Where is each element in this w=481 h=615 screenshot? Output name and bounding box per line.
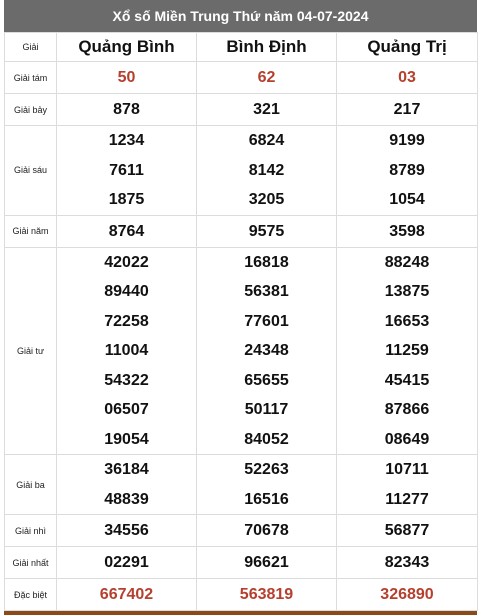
winning-number: 8142 bbox=[248, 161, 285, 179]
prize-cell bbox=[57, 547, 197, 579]
prize-row bbox=[5, 126, 478, 216]
prize-cell bbox=[57, 579, 197, 611]
province-header: Bình Định bbox=[197, 33, 337, 62]
prize-cell bbox=[337, 455, 478, 515]
prize-cell bbox=[337, 62, 478, 94]
winning-number: 82343 bbox=[384, 554, 430, 571]
winning-number: 7611 bbox=[109, 161, 144, 179]
prize-cell bbox=[57, 126, 197, 216]
prize-row bbox=[5, 579, 478, 611]
prize-row bbox=[5, 515, 478, 547]
prize-rows bbox=[5, 62, 478, 611]
prize-name: Giải năm bbox=[5, 215, 57, 247]
winning-number: 19054 bbox=[104, 430, 149, 448]
prize-cell bbox=[337, 126, 478, 216]
prize-cell bbox=[337, 547, 478, 579]
prize-cell bbox=[57, 215, 197, 247]
winning-number: 34556 bbox=[104, 522, 149, 539]
prize-cell bbox=[337, 579, 478, 611]
winning-number: 667402 bbox=[99, 586, 154, 603]
winning-number: 11259 bbox=[385, 342, 429, 359]
prize-row bbox=[5, 215, 478, 247]
winning-number: 03 bbox=[398, 69, 416, 86]
winning-number: 16653 bbox=[384, 312, 430, 330]
prize-name: Giải nhất bbox=[5, 547, 57, 579]
winning-number: 217 bbox=[393, 101, 421, 118]
province-header: Quảng Trị bbox=[337, 33, 478, 62]
prize-row bbox=[5, 94, 478, 126]
winning-number: 6824 bbox=[248, 132, 285, 149]
footer-bar bbox=[4, 611, 477, 615]
winning-number: 06507 bbox=[104, 401, 149, 418]
prize-row bbox=[5, 547, 478, 579]
prize-row bbox=[5, 62, 478, 94]
winning-number: 56381 bbox=[244, 283, 289, 300]
winning-number: 1054 bbox=[389, 191, 425, 208]
prize-row bbox=[5, 455, 478, 515]
winning-number: 9575 bbox=[248, 222, 285, 240]
prize-cell bbox=[197, 515, 337, 547]
winning-number: 16818 bbox=[244, 253, 289, 271]
winning-number: 10711 bbox=[385, 461, 429, 478]
prize-name: Giải tám bbox=[5, 62, 57, 94]
province-header: Quảng Bình bbox=[57, 33, 197, 62]
winning-number: 62 bbox=[257, 69, 276, 86]
prize-cell bbox=[197, 579, 337, 611]
prize-cell bbox=[57, 94, 197, 126]
winning-number: 89440 bbox=[104, 283, 149, 300]
winning-number: 42022 bbox=[104, 253, 149, 271]
winning-number: 8789 bbox=[389, 161, 425, 179]
prize-name: Giải ba bbox=[5, 455, 57, 515]
header-row bbox=[5, 33, 478, 62]
prize-cell bbox=[197, 247, 337, 455]
winning-number: 1875 bbox=[108, 191, 145, 208]
results-table bbox=[4, 32, 478, 611]
lottery-results bbox=[4, 0, 477, 615]
winning-number: 24348 bbox=[244, 342, 289, 359]
winning-number: 02291 bbox=[104, 554, 149, 571]
page-title: Xổ số Miền Trung Thứ năm 04-07-2024 bbox=[4, 0, 477, 32]
prize-cell bbox=[337, 215, 478, 247]
winning-number: 13875 bbox=[384, 283, 430, 300]
winning-number: 54322 bbox=[104, 371, 149, 389]
winning-number: 08649 bbox=[384, 430, 430, 448]
winning-number: 77601 bbox=[244, 312, 289, 330]
winning-number: 65655 bbox=[244, 371, 289, 389]
winning-number: 1234 bbox=[108, 132, 145, 149]
winning-number: 11004 bbox=[104, 342, 149, 359]
winning-number: 88248 bbox=[384, 253, 430, 271]
winning-number: 52263 bbox=[244, 461, 289, 478]
winning-number: 96621 bbox=[244, 554, 289, 571]
winning-number: 45415 bbox=[384, 371, 430, 389]
prize-cell bbox=[57, 455, 197, 515]
winning-number: 87866 bbox=[384, 401, 430, 418]
prize-cell bbox=[197, 547, 337, 579]
prize-column-header: Giải bbox=[5, 33, 57, 62]
winning-number: 84052 bbox=[244, 430, 289, 448]
winning-number: 56877 bbox=[384, 522, 430, 539]
winning-number: 50117 bbox=[244, 401, 289, 418]
prize-row bbox=[5, 247, 478, 455]
prize-name: Giải bảy bbox=[5, 94, 57, 126]
winning-number: 16516 bbox=[244, 490, 289, 508]
winning-number: 321 bbox=[253, 101, 280, 118]
winning-number: 878 bbox=[113, 101, 140, 118]
prize-cell bbox=[197, 126, 337, 216]
winning-number: 50 bbox=[117, 69, 136, 86]
winning-number: 36184 bbox=[104, 461, 149, 478]
winning-number: 9199 bbox=[389, 132, 425, 149]
prize-cell bbox=[57, 515, 197, 547]
winning-number: 563819 bbox=[239, 586, 294, 603]
winning-number: 326890 bbox=[380, 586, 434, 603]
prize-cell bbox=[337, 94, 478, 126]
prize-name: Giải tư bbox=[5, 247, 57, 455]
prize-cell bbox=[197, 94, 337, 126]
winning-number: 3205 bbox=[248, 191, 285, 208]
prize-cell bbox=[337, 247, 478, 455]
winning-number: 8764 bbox=[108, 222, 145, 240]
prize-name: Giải sáu bbox=[5, 126, 57, 216]
winning-number: 11277 bbox=[385, 490, 429, 508]
winning-number: 3598 bbox=[389, 222, 425, 240]
prize-cell bbox=[197, 215, 337, 247]
prize-cell bbox=[197, 455, 337, 515]
prize-cell bbox=[57, 62, 197, 94]
prize-name: Đặc biệt bbox=[5, 579, 57, 611]
winning-number: 72258 bbox=[104, 312, 149, 330]
prize-cell bbox=[337, 515, 478, 547]
winning-number: 70678 bbox=[244, 522, 289, 539]
winning-number: 48839 bbox=[104, 490, 149, 508]
prize-cell bbox=[197, 62, 337, 94]
prize-cell bbox=[57, 247, 197, 455]
prize-name: Giải nhì bbox=[5, 515, 57, 547]
